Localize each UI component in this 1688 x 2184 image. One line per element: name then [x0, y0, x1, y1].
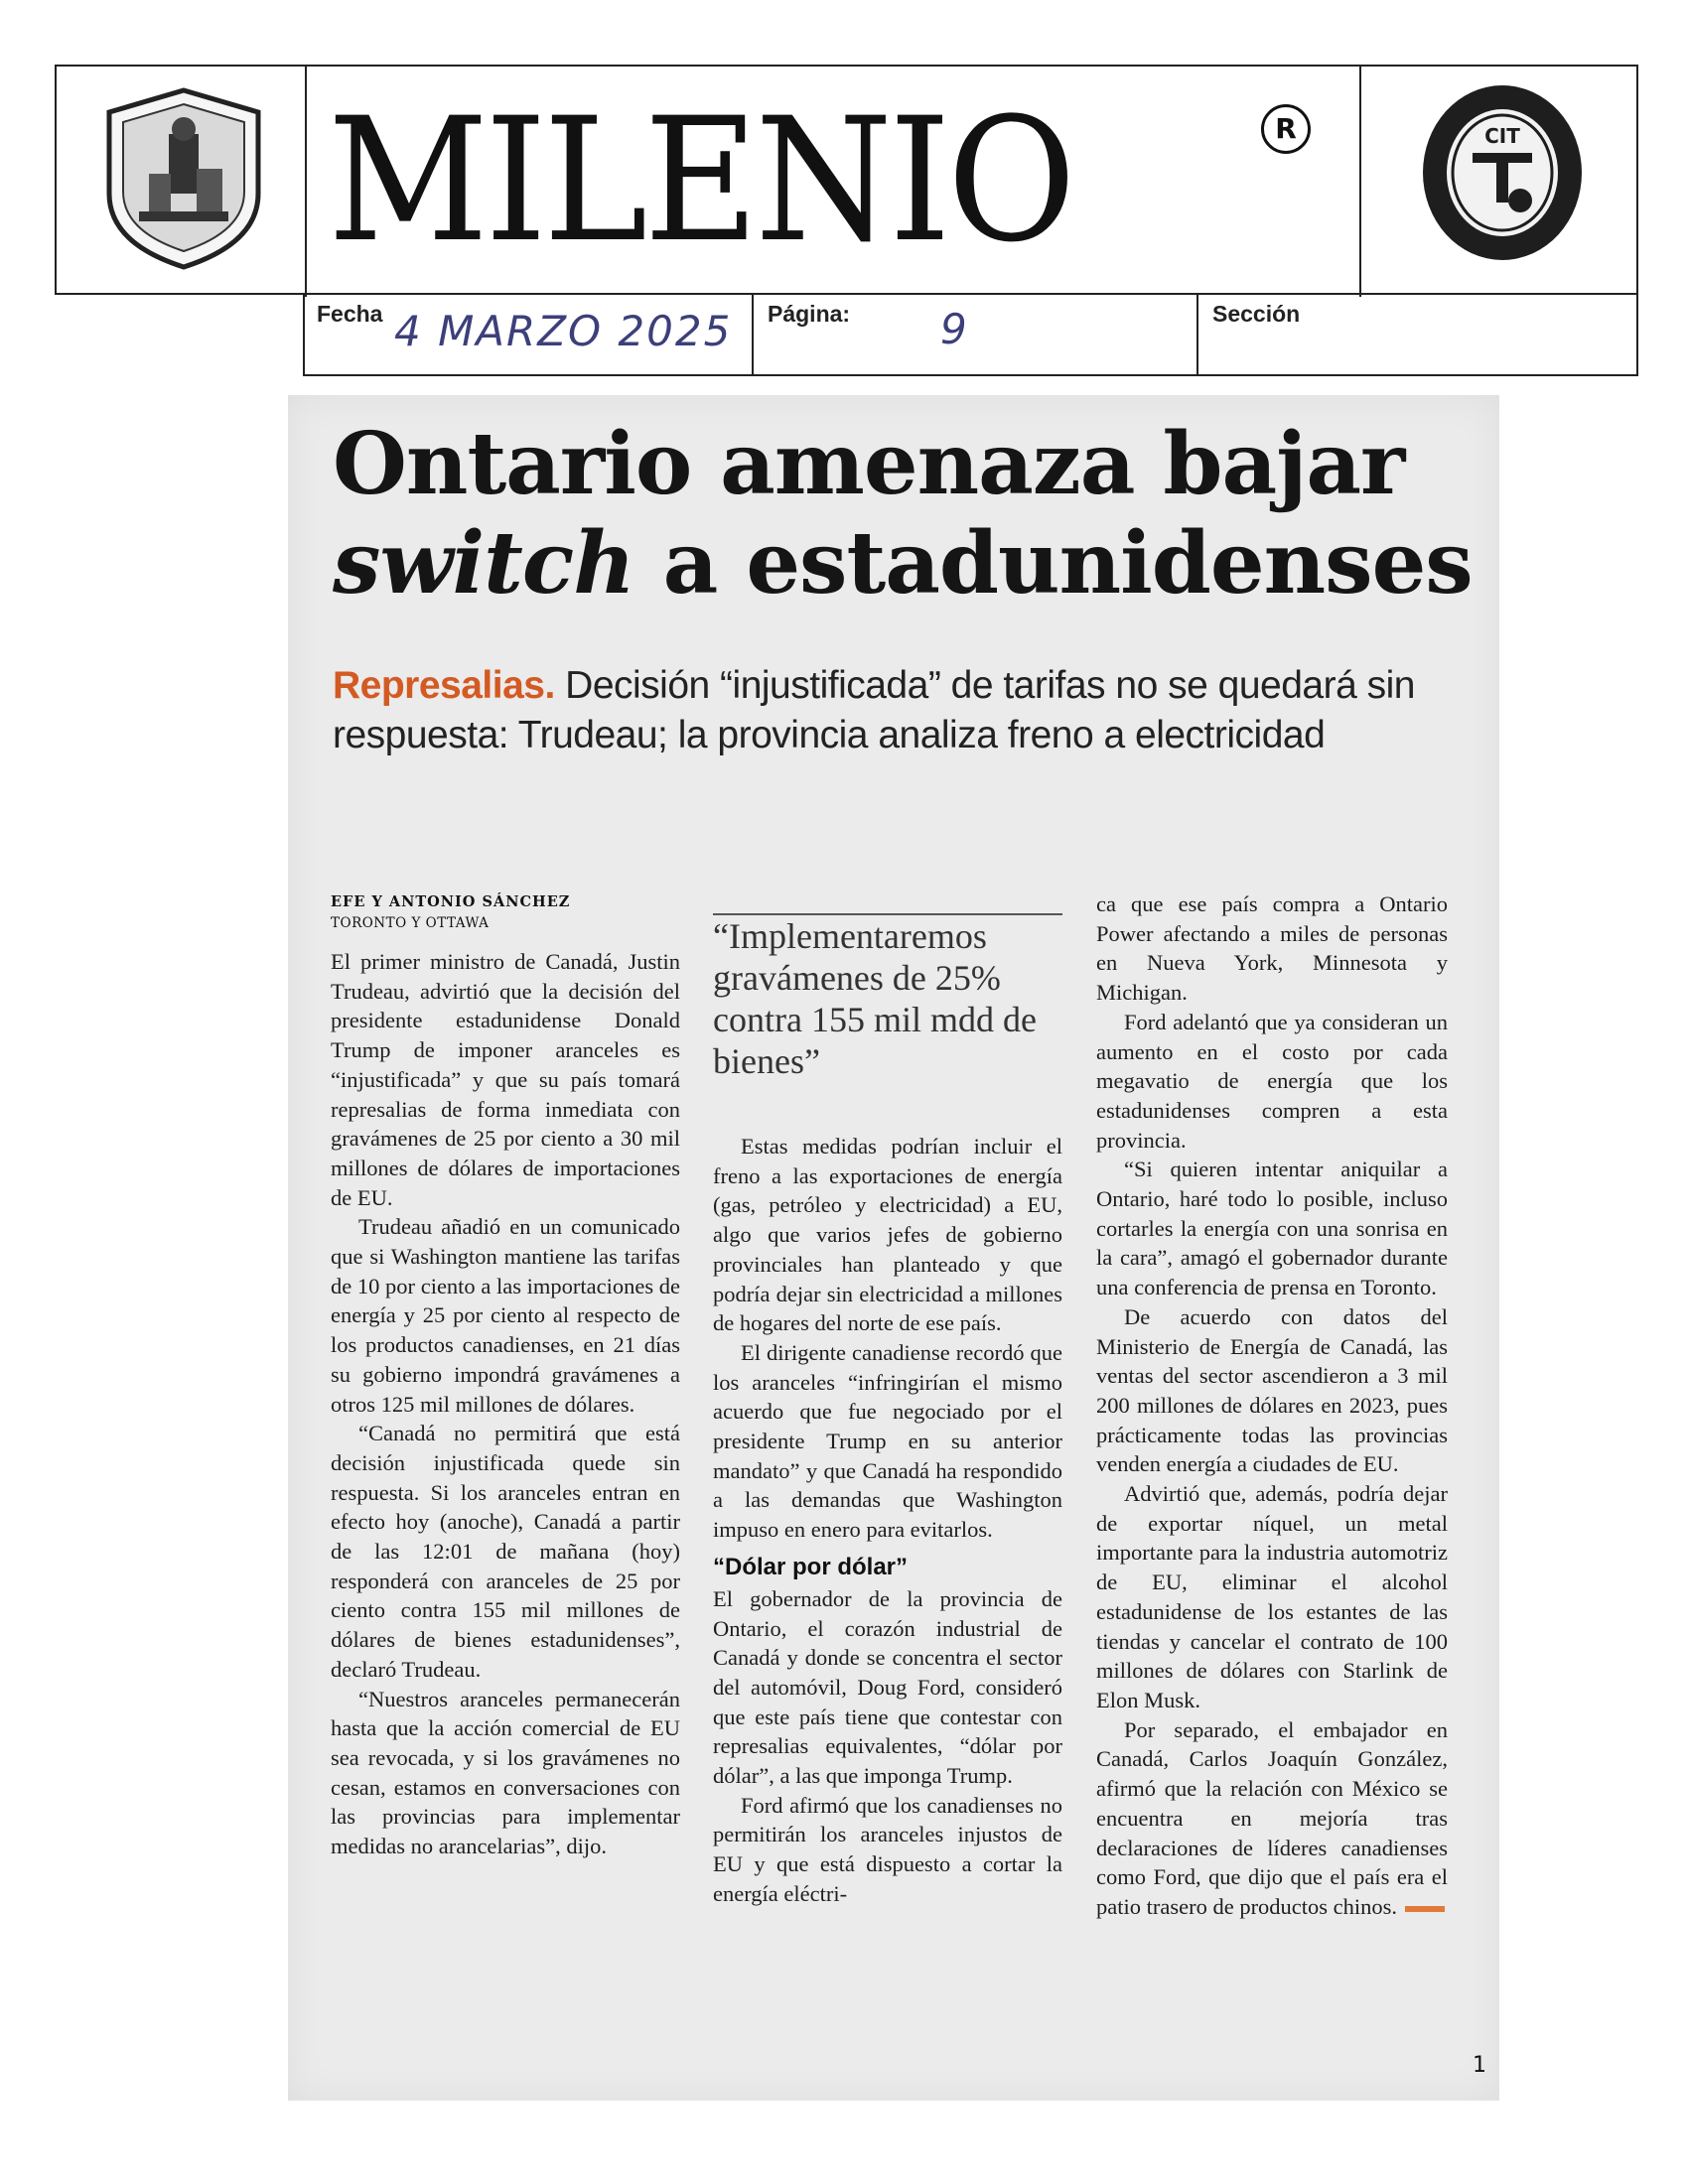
article-deck	[333, 661, 1484, 760]
header-divider-right	[1359, 67, 1361, 297]
deck-text: Decisión “injustificada” de tarifas no se quedará sin respuesta: Trudeau; la provincia analiza freno a electricidad	[333, 664, 1415, 756]
article-subhead: “Dólar por dólar”	[713, 1553, 909, 1580]
paragraph: El gobernador de la provincia de Ontario, el corazón industrial de Canadá y donde se concentra el sector del automóvil, Doug Ford, consideró que este país tiene que contestar con represalias equivalentes, “dólar por dólar”, a las que imponga Trump.	[713, 1585, 1062, 1789]
paragraph: “Si quieren intentar aniquilar a Ontario, haré todo lo posible, incluso cortarles la energía con una sonrisa en la cara”, amagó el gobernador durante una conferencia de prensa en Toronto.	[1096, 1157, 1448, 1300]
headline-line-2: a estadunidenses	[633, 513, 1473, 614]
article-column-2	[713, 1132, 1062, 1909]
paragraph: Advirtió que, además, podría dejar de exportar níquel, un metal importante para la industria automotriz de EU, eliminar el alcohol estadunidense de los estantes de las tiendas y cancelar el contrato de 100 millones de dólares con Starlink de Elon Musk.	[1096, 1481, 1448, 1712]
paragraph-text: Por separado, el embajador en Canadá, Carlos Joaquín González, afirmó que la relación con México se encuentra en mejoría tras declaraciones de líderes canadienses como Ford, que dijo que el país era el patio trasero de productos chinos.	[1096, 1716, 1448, 1919]
paragraph: Trudeau añadió en un comunicado que si Washington mantiene las tarifas de 10 por ciento a las importaciones de energía y 25 por ciento al respecto de los productos canadienses, en 21 días su gobierno impondrá gravámenes a otros 125 mil millones de dólares.	[331, 1214, 680, 1417]
article-column-3	[1096, 889, 1448, 1922]
info-divider-1	[752, 295, 754, 374]
article-headline	[333, 415, 1484, 614]
paragraph: Ford afirmó que los canadienses no permitirán los aranceles injustos de EU y que está dispuesto a cortar la energía eléctri-	[713, 1792, 1062, 1906]
cit-logo-text: CIT	[1484, 124, 1520, 148]
paragraph: “Canadá no permitirá que está decisión injustificada quede sin respuesta. Si los aranceles entran en efecto hoy (anoche), Canadá a partir de las 12:01 de mañana (hoy) responderá con aranceles de 25 por ciento contra 155 mil millones de dólares de bienes estadunidenses”, declaró Trudeau.	[331, 1421, 680, 1682]
pullquote: “Implementaremos gravámenes de 25% contra 155 mil mdd de bienes”	[713, 916, 1037, 1081]
byline: EFE Y ANTONIO SÁNCHEZ	[331, 893, 571, 910]
masthead-title: MILENIO	[328, 80, 1073, 280]
cit-logo	[1413, 73, 1592, 272]
paragraph: “Nuestros aranceles permanecerán hasta que la acción comercial de EU sea revocada, y si los gravámenes no cesan, estamos en conversaciones con las provincias para implementar medidas no arancelarias”, dijo.	[331, 1686, 680, 1859]
end-mark-icon	[1405, 1906, 1445, 1912]
paragraph: El primer ministro de Canadá, Justin Trudeau, advirtió que la decisión del presidente estadunidense Donald Trump de imponer aranceles es “injustificada” y que su país tomará represalias de forma inmediata con gravámenes de 25 por ciento a 30 mil millones de dólares de importaciones de EU.	[331, 949, 680, 1210]
fecha-label: Fecha	[317, 301, 383, 327]
info-row	[303, 295, 1638, 376]
paragraph: Estas medidas podrían incluir el freno a las exportaciones de energía (gas, petróleo y electricidad) a EU, algo que varios jefes de gobierno provinciales han planteado y que podría dejar sin electricidad a millones de hogares del norte de ese país.	[713, 1134, 1062, 1336]
paragraph: ca que ese país compra a Ontario Power afectando a miles de personas en Nueva York, Minnesota y Michigan.	[1096, 891, 1448, 1006]
union-seal-logo	[89, 84, 278, 273]
page-number: 1	[1473, 2053, 1486, 2078]
fecha-value: 4 MARZO 2025	[394, 307, 733, 355]
seccion-label: Sección	[1212, 301, 1301, 327]
header-divider-left	[305, 67, 307, 297]
registered-mark-icon: R	[1261, 104, 1311, 154]
paragraph: Ford adelantó que ya consideran un aumento en el costo por cada megavatio de energía que los estadunidenses compren a esta provincia.	[1096, 1009, 1448, 1153]
info-divider-2	[1196, 295, 1198, 374]
paragraph: El dirigente canadiense recordó que los aranceles “infringirían el mismo acuerdo que fue negociado por el presidente Trump en su anterior mandato” y que Canadá ha respondido a las demandas que Washington impuso en enero para evitarlos.	[713, 1339, 1062, 1543]
headline-line-1: Ontario amenaza bajar	[333, 414, 1405, 514]
paragraph: De acuerdo con datos del Ministerio de Energía de Canadá, las ventas del sector ascendieron a 3 mil 200 millones de dólares en 2023, pues prácticamente todas las provincias venden energía a ciudades de EU.	[1096, 1303, 1448, 1477]
pagina-label: Página:	[768, 301, 851, 327]
pagina-value: 9	[940, 305, 969, 353]
paragraph-last	[1096, 1715, 1448, 1922]
dateline: TORONTO Y OTTAWA	[331, 915, 490, 931]
deck-kicker: Represalias.	[333, 664, 555, 707]
article-column-1	[331, 947, 680, 1861]
headline-italic-word: switch	[333, 513, 634, 614]
